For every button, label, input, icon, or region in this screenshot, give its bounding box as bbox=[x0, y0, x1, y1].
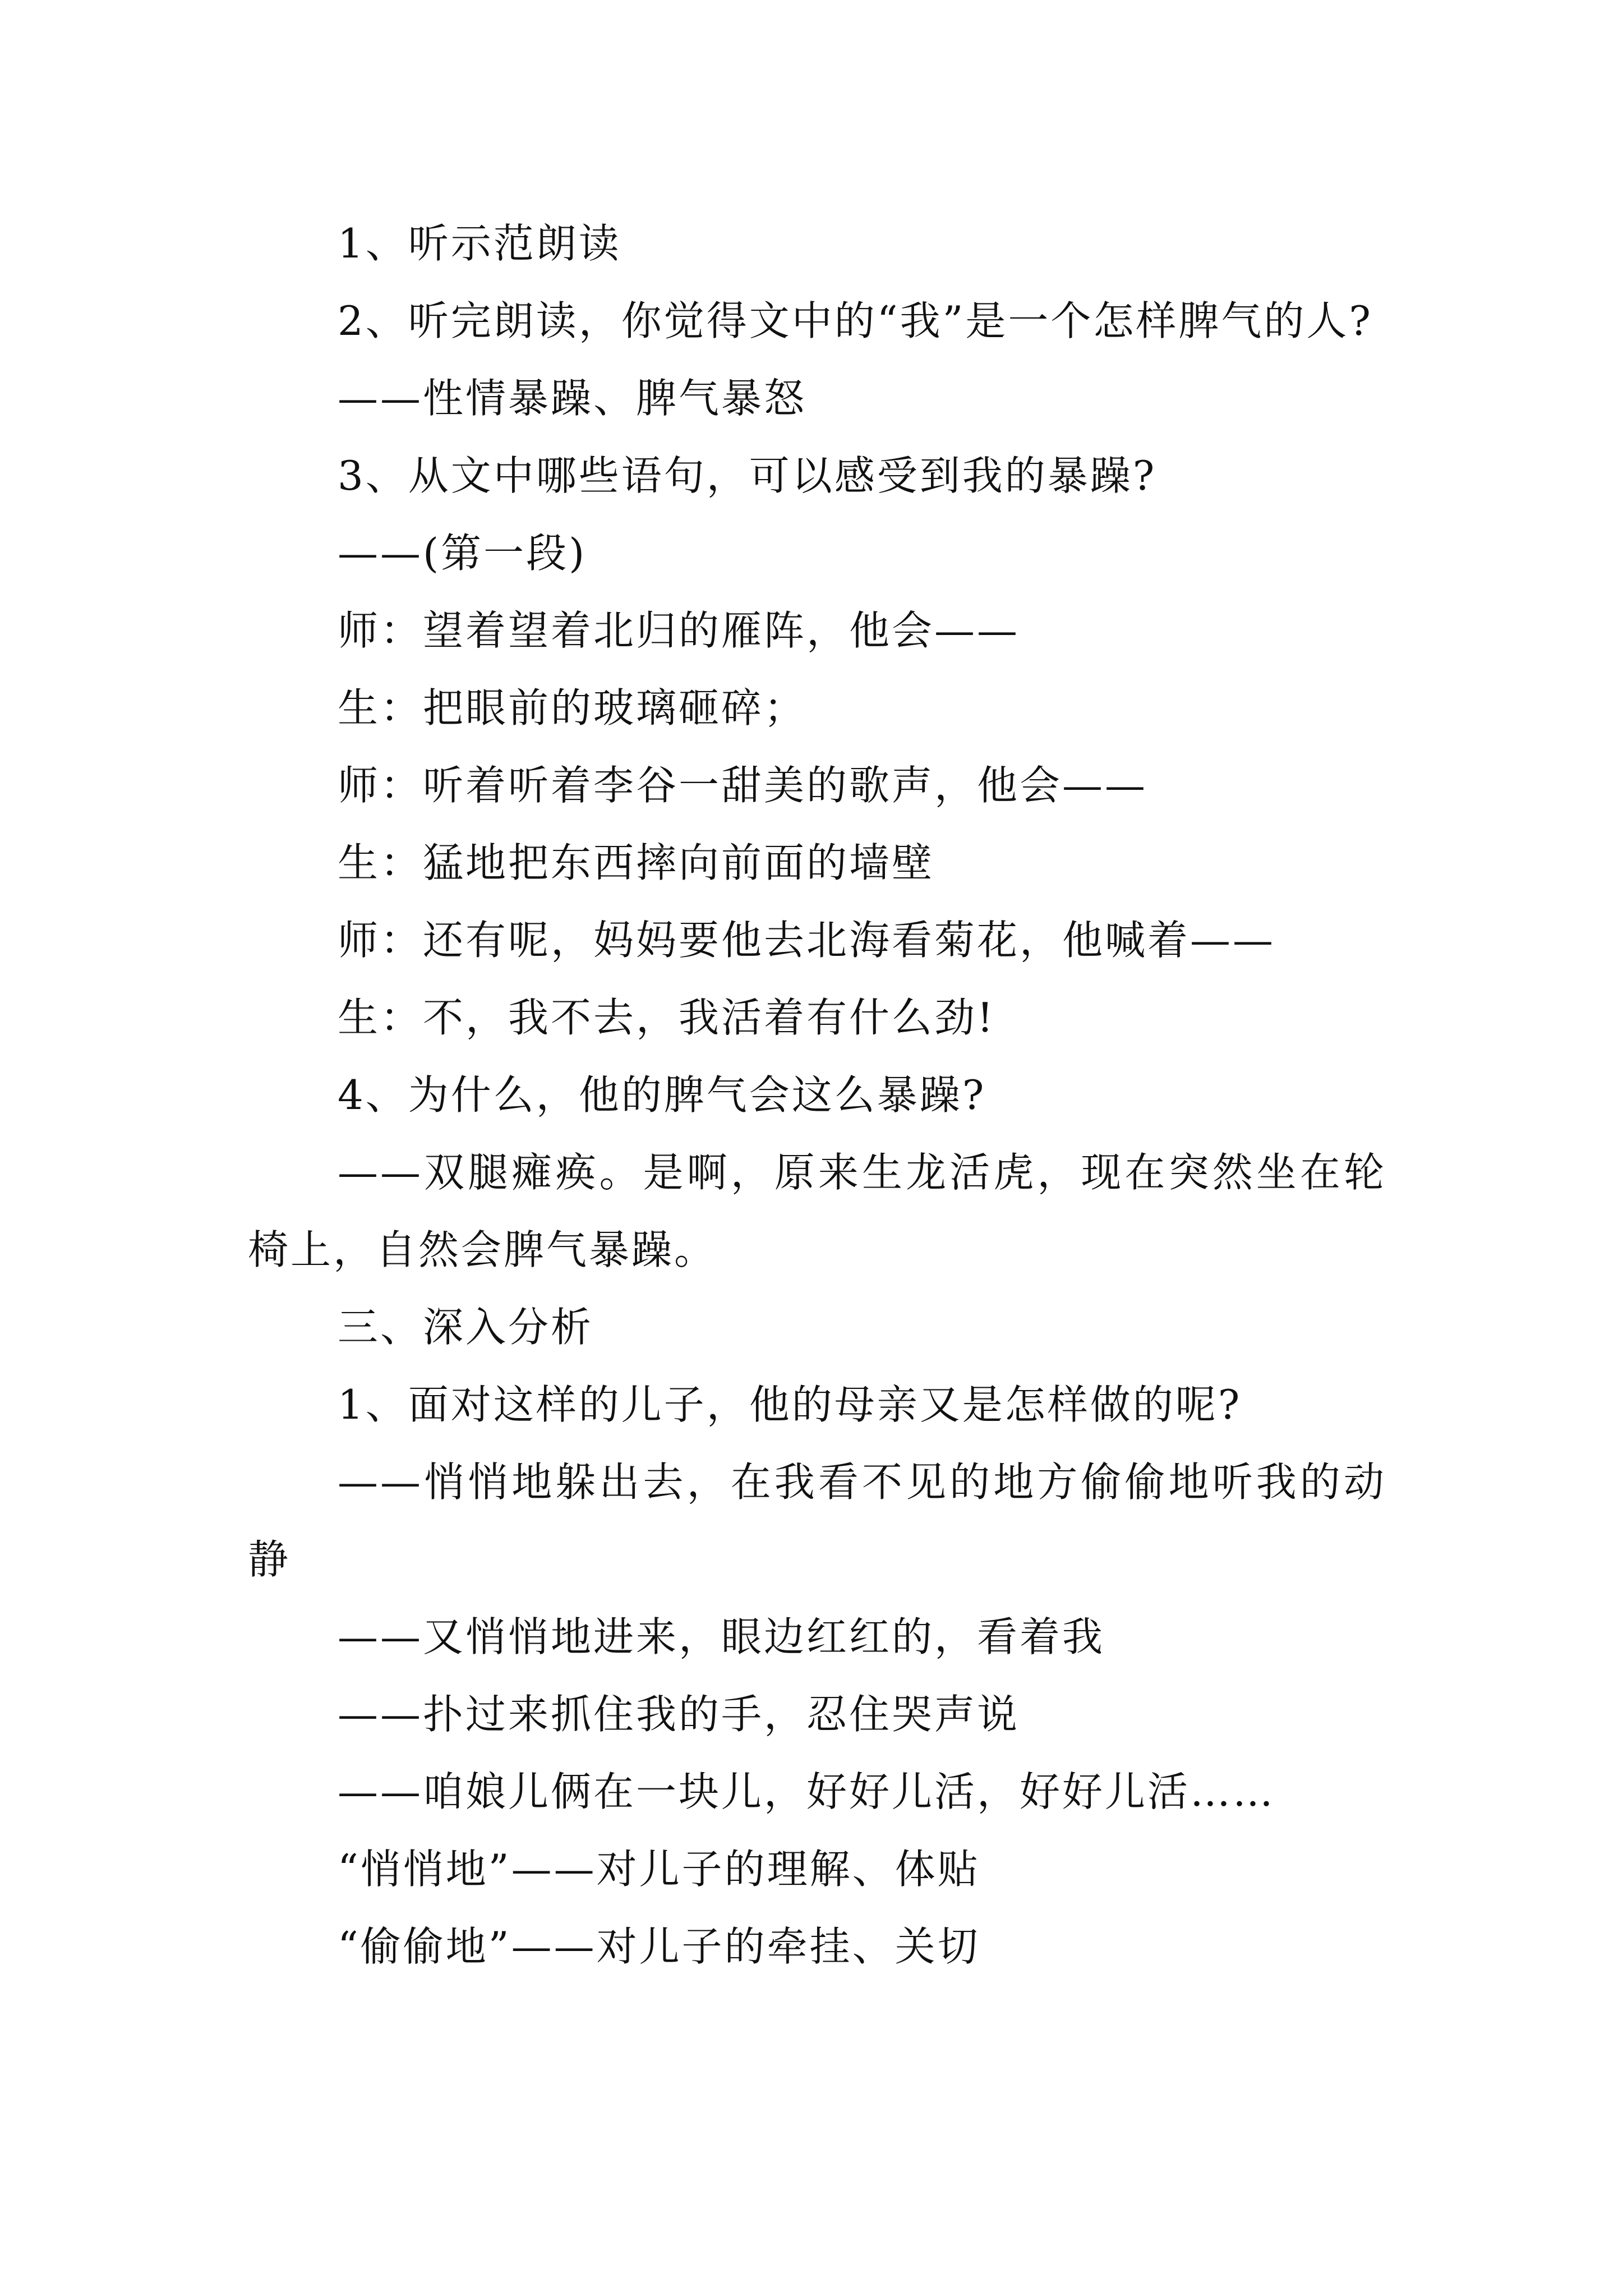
paragraph: ——性情暴躁、脾气暴怒 bbox=[338, 375, 807, 422]
paragraph: 师：望着望着北归的雁阵，他会—— bbox=[338, 607, 1020, 654]
document-body bbox=[248, 205, 1386, 1985]
paragraph: “偷偷地”——对儿子的牵挂、关切 bbox=[338, 1923, 980, 1970]
paragraph: 3、从文中哪些语句，可以感受到我的暴躁? bbox=[338, 452, 1157, 499]
paragraph: ——咱娘儿俩在一块儿，好好儿活，好好儿活…… bbox=[338, 1768, 1276, 1815]
paragraph: ——双腿瘫痪。是啊，原来生龙活虎，现在突然坐在轮椅上，自然会脾气暴躁。 bbox=[248, 1149, 1386, 1273]
paragraph: 1、面对这样的儿子，他的母亲又是怎样做的呢? bbox=[338, 1381, 1242, 1428]
paragraph: ——(第一段) bbox=[338, 530, 587, 577]
paragraph: 生：把眼前的玻璃砸碎； bbox=[338, 684, 807, 731]
paragraph: ——又悄悄地进来，眼边红红的，看着我 bbox=[338, 1613, 1105, 1660]
paragraph: 师：还有呢，妈妈要他去北海看菊花，他喊着—— bbox=[338, 917, 1276, 964]
paragraph: 1、听示范朗读 bbox=[338, 220, 621, 267]
paragraph: ——扑过来抓住我的手，忍住哭声说 bbox=[338, 1691, 1020, 1738]
paragraph: “悄悄地”——对儿子的理解、体贴 bbox=[338, 1846, 980, 1893]
paragraph: 4、为什么，他的脾气会这么暴躁? bbox=[338, 1071, 986, 1119]
paragraph: 师：听着听着李谷一甜美的歌声，他会—— bbox=[338, 762, 1148, 809]
paragraph: ——悄悄地躲出去，在我看不见的地方偷偷地听我的动静 bbox=[248, 1458, 1386, 1583]
paragraph: 生：猛地把东西摔向前面的墙壁 bbox=[338, 839, 935, 886]
section-heading: 三、深入分析 bbox=[338, 1304, 594, 1351]
paragraph: 2、听完朗读，你觉得文中的“我”是一个怎样脾气的人? bbox=[338, 297, 1373, 344]
paragraph: 生：不，我不去，我活着有什么劲! bbox=[338, 994, 995, 1041]
